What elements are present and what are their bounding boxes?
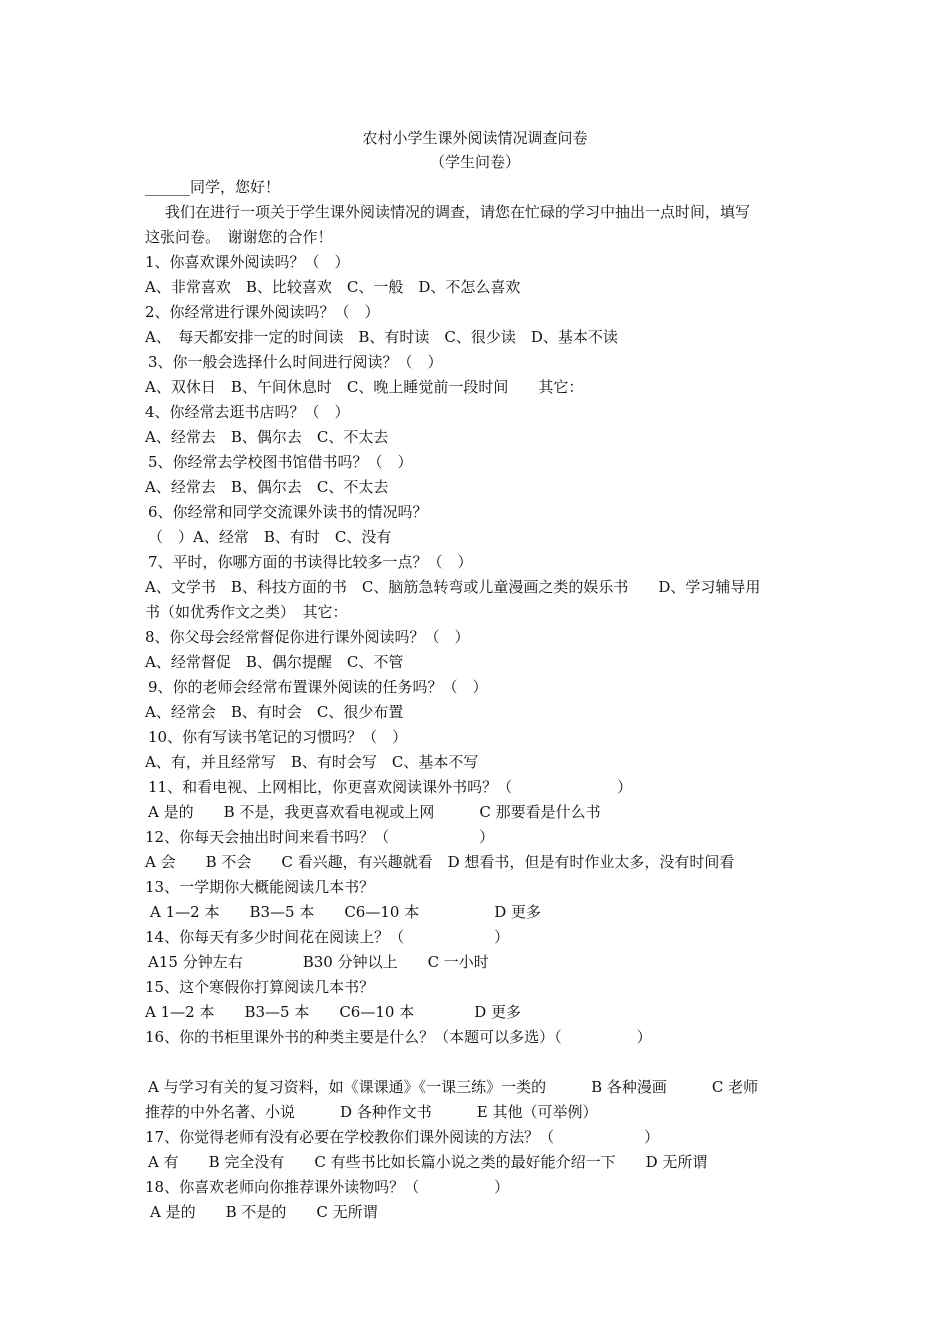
question-11: 11、和看电视、上网相比，你更喜欢阅读课外书吗？（ ） [148, 778, 633, 796]
question-13: 13、一学期你大概能阅读几本书？ [145, 878, 375, 896]
intro-line-1: 我们在进行一项关于学生课外阅读情况的调查，请您在忙碌的学习中抽出一点时间，填写 [165, 203, 751, 221]
question-16-options-line-2: 推荐的中外名著、小说 D 各种作文书 E 其他（可举例） [145, 1103, 598, 1121]
question-18-options: A 是的 B 不是的 C 无所谓 [150, 1203, 378, 1221]
question-7-options-line-2: 书（如优秀作文之类） 其它： [145, 603, 348, 621]
question-15-options: A 1—2 本 B3—5 本 C6—10 本 D 更多 [145, 1003, 522, 1021]
page-subtitle: （学生问卷） [429, 153, 520, 171]
question-11-options: A 是的 B 不是，我更喜欢看电视或上网 C 那要看是什么书 [148, 803, 601, 821]
question-18: 18、你喜欢老师向你推荐课外读物吗？（ ） [145, 1178, 510, 1196]
question-5: 5、你经常去学校图书馆借书吗？（ ） [148, 453, 413, 471]
question-10-options: A、有，并且经常写 B、有时会写 C、基本不写 [145, 753, 479, 771]
page-title: 农村小学生课外阅读情况调查问卷 [362, 129, 588, 147]
question-14-options: A15 分钟左右 B30 分钟以上 C 一小时 [148, 953, 489, 971]
question-13-options: A 1—2 本 B3—5 本 C6—10 本 D 更多 [150, 903, 542, 921]
question-6-options: （ ）A、经常 B、有时 C、没有 [148, 528, 392, 546]
question-4: 4、你经常去逛书店吗？（ ） [145, 403, 350, 421]
question-8: 8、你父母会经常督促你进行课外阅读吗？（ ） [145, 628, 470, 646]
question-9-options: A、经常会 B、有时会 C、很少布置 [145, 703, 404, 721]
question-1-options: A、非常喜欢 B、比较喜欢 C、一般 D、不怎么喜欢 [145, 278, 521, 296]
question-2: 2、你经常进行课外阅读吗？（ ） [145, 303, 380, 321]
greeting: ______同学，您好！ [145, 178, 281, 196]
question-14: 14、你每天有多少时间花在阅读上？（ ） [145, 928, 510, 946]
question-10: 10、你有写读书笔记的习惯吗？（ ） [148, 728, 408, 746]
question-6: 6、你经常和同学交流课外读书的情况吗？ [148, 503, 428, 521]
question-7-options-line-1: A、文学书 B、科技方面的书 C、脑筋急转弯或儿童漫画之类的娱乐书 D、学习辅导用 [145, 578, 761, 596]
question-9: 9、你的老师会经常布置课外阅读的任务吗？（ ） [148, 678, 488, 696]
question-3-options: A、双休日 B、午间休息时 C、晚上睡觉前一段时间 其它： [145, 378, 584, 396]
question-16-options-line-1: A 与学习有关的复习资料，如《课课通》《一课三练》一类的 B 各种漫画 C 老师 [148, 1078, 759, 1096]
question-12: 12、你每天会抽出时间来看书吗？（ ） [145, 828, 495, 846]
question-7: 7、平时，你哪方面的书读得比较多一点？（ ） [148, 553, 473, 571]
question-12-options: A 会 B 不会 C 看兴趣，有兴趣就看 D 想看书，但是有时作业太多，没有时间看 [145, 853, 735, 871]
intro-line-2: 这张问卷。 谢谢您的合作！ [145, 228, 333, 246]
question-8-options: A、经常督促 B、偶尔提醒 C、不管 [145, 653, 404, 671]
question-4-options: A、经常去 B、偶尔去 C、不太去 [145, 428, 389, 446]
question-3: 3、你一般会选择什么时间进行阅读？（ ） [148, 353, 443, 371]
question-5-options: A、经常去 B、偶尔去 C、不太去 [145, 478, 389, 496]
question-2-options: A、 每天都安排一定的时间读 B、有时读 C、很少读 D、基本不读 [145, 328, 618, 346]
question-16: 16、你的书柜里课外书的种类主要是什么？（本题可以多选）（ ） [145, 1028, 652, 1046]
question-17: 17、你觉得老师有没有必要在学校教你们课外阅读的方法？（ ） [145, 1128, 660, 1146]
question-15: 15、这个寒假你打算阅读几本书？ [145, 978, 375, 996]
question-1: 1、你喜欢课外阅读吗？（ ） [145, 253, 350, 271]
question-17-options: A 有 B 完全没有 C 有些书比如长篇小说之类的最好能介绍一下 D 无所谓 [148, 1153, 708, 1171]
